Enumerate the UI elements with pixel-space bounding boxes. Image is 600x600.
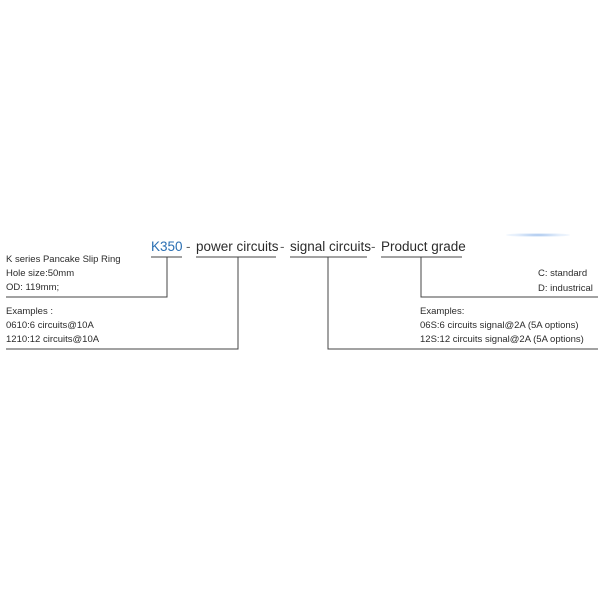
series-name: K series Pancake Slip Ring: [6, 254, 121, 265]
grade-option-c: C: standard: [538, 268, 588, 279]
separator-3: -: [371, 239, 376, 254]
separator-2: -: [280, 239, 285, 254]
signal-circuits-label: signal circuits: [290, 239, 372, 254]
signal-example-1: 06S:6 circuits signal@2A (5A options): [420, 320, 579, 331]
grade-option-d: D: industrical: [538, 283, 593, 294]
power-example-2: 1210:12 circuits@10A: [6, 334, 100, 345]
model-code: K350: [151, 239, 183, 254]
signal-examples-title: Examples:: [420, 306, 465, 317]
power-circuits-label: power circuits: [196, 239, 279, 254]
signal-example-2: 12S:12 circuits signal@2A (5A options): [420, 334, 584, 345]
outer-diameter: OD: 119mm;: [6, 282, 60, 293]
power-example-1: 0610:6 circuits@10A: [6, 320, 94, 331]
hole-size: Hole size:50mm: [6, 268, 75, 279]
power-examples-title: Examples :: [6, 306, 53, 317]
product-grade-label: Product grade: [381, 239, 466, 254]
separator-1: -: [186, 239, 191, 254]
